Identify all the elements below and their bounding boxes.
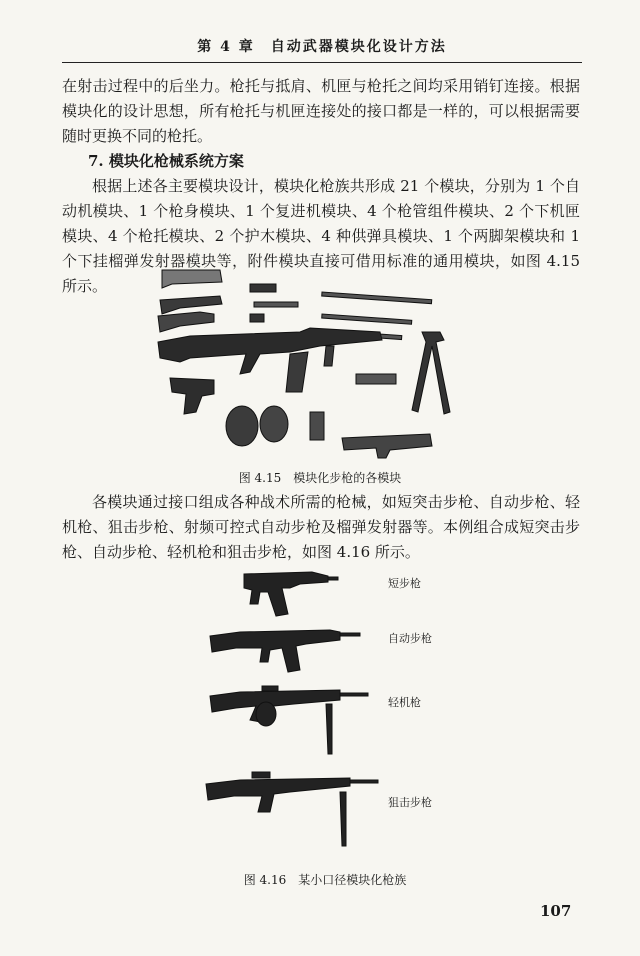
small-part bbox=[250, 314, 264, 322]
grenade-launcher-module bbox=[342, 434, 432, 458]
sniper-rifle bbox=[206, 772, 378, 846]
figure-4-15-modules bbox=[150, 262, 490, 462]
label-short-rifle: 短步枪 bbox=[388, 577, 421, 590]
stock-module-2 bbox=[160, 296, 222, 314]
recoil-spring-module bbox=[254, 302, 298, 307]
section-heading: 7. 模块化枪械系统方案 bbox=[88, 152, 244, 170]
figure-4-16-rifles bbox=[200, 564, 380, 854]
figure-4-16-caption: 图 4.16 某小口径模块化枪族 bbox=[243, 873, 407, 887]
label-sniper-rifle: 狙击步枪 bbox=[388, 796, 432, 809]
light-machine-gun bbox=[210, 686, 368, 754]
automatic-rifle bbox=[210, 630, 360, 672]
box-magazine bbox=[310, 412, 324, 440]
paragraph-2: 根据上述各主要模块设计，模块化枪族共形成 21 个模块，分别为 1 个自动机模块、1 个枪身模块、1 个复进机模块、4 个枪管组件模块、2 个下机匣模块、4 个枪托模块、2 个护木模块、4 种供弹具模块、1 个两脚架模块和 1 个下挂榴弹发射器模块等，附件模块直接可借用标准的通用模块，如图 4.15 所示。 bbox=[62, 177, 580, 295]
label-automatic-rifle: 自动步枪 bbox=[388, 632, 432, 645]
short-rifle bbox=[244, 572, 338, 616]
drum-magazine bbox=[226, 406, 258, 446]
drum-magazine-2 bbox=[260, 406, 288, 442]
paragraph-1: 在射击过程中的后坐力。枪托与抵肩、机匣与枪托之间均采用销钉连接。根据模块化的设计思想，所有枪托与机匣连接处的接口都是一样的，可以根据需要随时更换不同的枪托。 bbox=[62, 77, 580, 145]
bipod-module bbox=[412, 332, 450, 414]
magazine-curved bbox=[286, 352, 308, 392]
barrel-module-2 bbox=[322, 314, 412, 324]
handguard-module-1 bbox=[356, 374, 396, 384]
rifle-body-module bbox=[158, 328, 382, 374]
stock-module-3 bbox=[158, 312, 214, 332]
chapter-title: 第 4 章 自动武器模块化设计方法 bbox=[197, 39, 447, 55]
page-number: 107 bbox=[540, 902, 572, 920]
bolt-module bbox=[250, 284, 276, 292]
paragraph-3: 各模块通过接口组成各种战术所需的枪械，如短突击步枪、自动步枪、轻机枪、狙击步枪、射频可控式自动步枪及榴弹发射器等。本例组合成短突击步枪、自动步枪、轻机枪和狙击步枪，如图 4.16 所示。 bbox=[62, 493, 580, 561]
label-light-machine-gun: 轻机枪 bbox=[388, 696, 421, 709]
stock-module-1 bbox=[162, 270, 222, 288]
figure-4-15-caption: 图 4.15 模块化步枪的各模块 bbox=[238, 471, 402, 485]
grip-small bbox=[324, 346, 334, 366]
lower-receiver-module bbox=[170, 378, 214, 414]
barrel-module-1 bbox=[322, 292, 432, 304]
header-rule bbox=[62, 62, 582, 63]
